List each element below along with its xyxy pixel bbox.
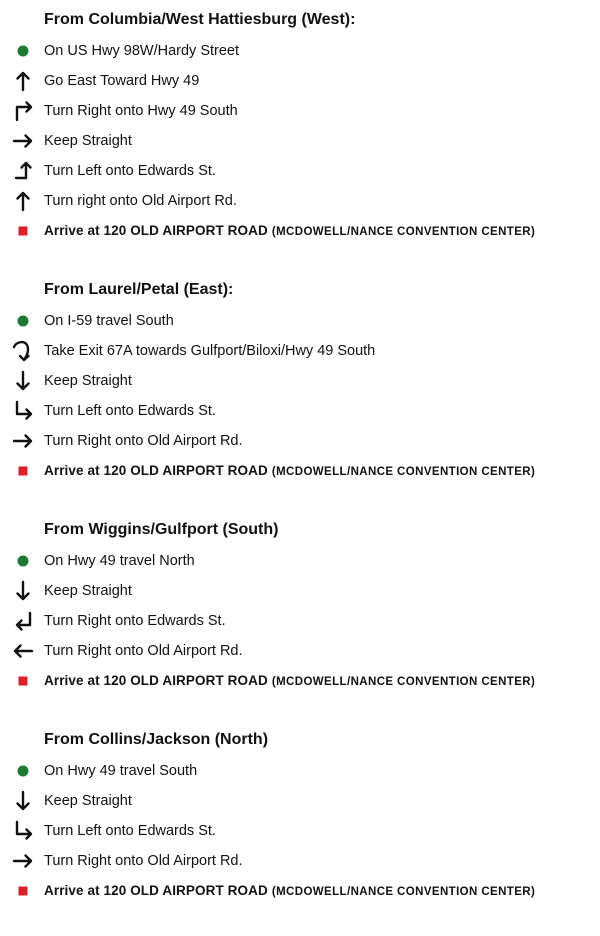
step-text: Turn Left onto Edwards St. [44,823,216,839]
arrow-down-icon [11,369,35,393]
arrow-down-icon [11,579,35,603]
arrival-step [0,216,600,246]
arrival-step [0,876,600,906]
arrival-venue: (MCDOWELL/NANCE CONVENTION CENTER) [271,886,536,898]
start-dot-icon [11,549,35,573]
section-title: From Columbia/West Hattiesburg (West): [44,11,356,28]
step-text: Turn Right onto Old Airport Rd. [44,643,243,659]
arrival-text [44,462,535,481]
direction-step [0,546,600,576]
turn-right-icon [11,99,35,123]
direction-step [0,606,600,636]
turn-right-down-icon [11,609,35,633]
start-dot-icon [11,309,35,333]
step-text: On Hwy 49 travel North [44,553,195,569]
direction-step [0,846,600,876]
step-text: On US Hwy 98W/Hardy Street [44,43,239,59]
arrival-venue: (MCDOWELL/NANCE CONVENTION CENTER) [271,466,536,478]
step-text: On Hwy 49 travel South [44,763,198,779]
arrival-step [0,456,600,486]
section-title: From Collins/Jackson (North) [44,731,269,748]
step-text: Keep Straight [44,793,132,809]
arrow-up-icon [11,69,35,93]
direction-step [0,816,600,846]
direction-step [0,96,600,126]
direction-step [0,336,600,366]
exit-curve-icon [11,339,35,363]
arrow-left-icon [11,639,35,663]
arrow-up-icon [11,189,35,213]
arrival-address: Arrive at 120 OLD AIRPORT ROAD [44,673,268,688]
direction-step [0,156,600,186]
destination-square-icon [11,459,35,483]
direction-step [0,426,600,456]
step-text: Turn Right onto Old Airport Rd. [44,853,243,869]
step-text: Go East Toward Hwy 49 [44,73,200,89]
step-text: Turn Right onto Hwy 49 South [44,103,238,119]
step-text: Take Exit 67A towards Gulfport/Biloxi/Hwy 49 South [44,343,376,359]
arrow-right-icon [11,129,35,153]
direction-step [0,396,600,426]
step-text: Turn Right onto Edwards St. [44,613,226,629]
direction-step [0,756,600,786]
direction-step [0,66,600,96]
turn-left-down-icon [11,399,35,423]
direction-step [0,126,600,156]
arrival-step [0,666,600,696]
direction-step [0,786,600,816]
turn-left-up-icon [11,159,35,183]
arrival-text [44,672,535,691]
arrival-venue: (MCDOWELL/NANCE CONVENTION CENTER) [271,226,536,238]
arrival-text [44,222,535,241]
step-text: Keep Straight [44,373,132,389]
start-dot-icon [11,759,35,783]
arrival-address: Arrive at 120 OLD AIRPORT ROAD [44,463,268,478]
direction-step [0,576,600,606]
arrival-address: Arrive at 120 OLD AIRPORT ROAD [44,883,268,898]
direction-step [0,306,600,336]
arrow-right-icon [11,849,35,873]
arrow-right-icon [11,429,35,453]
step-text: Turn Right onto Old Airport Rd. [44,433,243,449]
direction-step [0,366,600,396]
section-title: From Wiggins/Gulfport (South) [44,521,279,538]
start-dot-icon [11,39,35,63]
step-text: Turn Left onto Edwards St. [44,403,216,419]
arrival-text [44,882,535,901]
turn-left-down-icon [11,819,35,843]
step-text: On I-59 travel South [44,313,174,329]
section-title: From Laurel/Petal (East): [44,281,234,298]
arrow-down-icon [11,789,35,813]
destination-square-icon [11,669,35,693]
step-text: Turn right onto Old Airport Rd. [44,193,237,209]
arrival-address: Arrive at 120 OLD AIRPORT ROAD [44,223,268,238]
destination-square-icon [11,879,35,903]
step-text: Turn Left onto Edwards St. [44,163,216,179]
direction-step [0,186,600,216]
step-text: Keep Straight [44,133,132,149]
direction-step [0,36,600,66]
direction-step [0,636,600,666]
step-text: Keep Straight [44,583,132,599]
arrival-venue: (MCDOWELL/NANCE CONVENTION CENTER) [271,676,536,688]
destination-square-icon [11,219,35,243]
